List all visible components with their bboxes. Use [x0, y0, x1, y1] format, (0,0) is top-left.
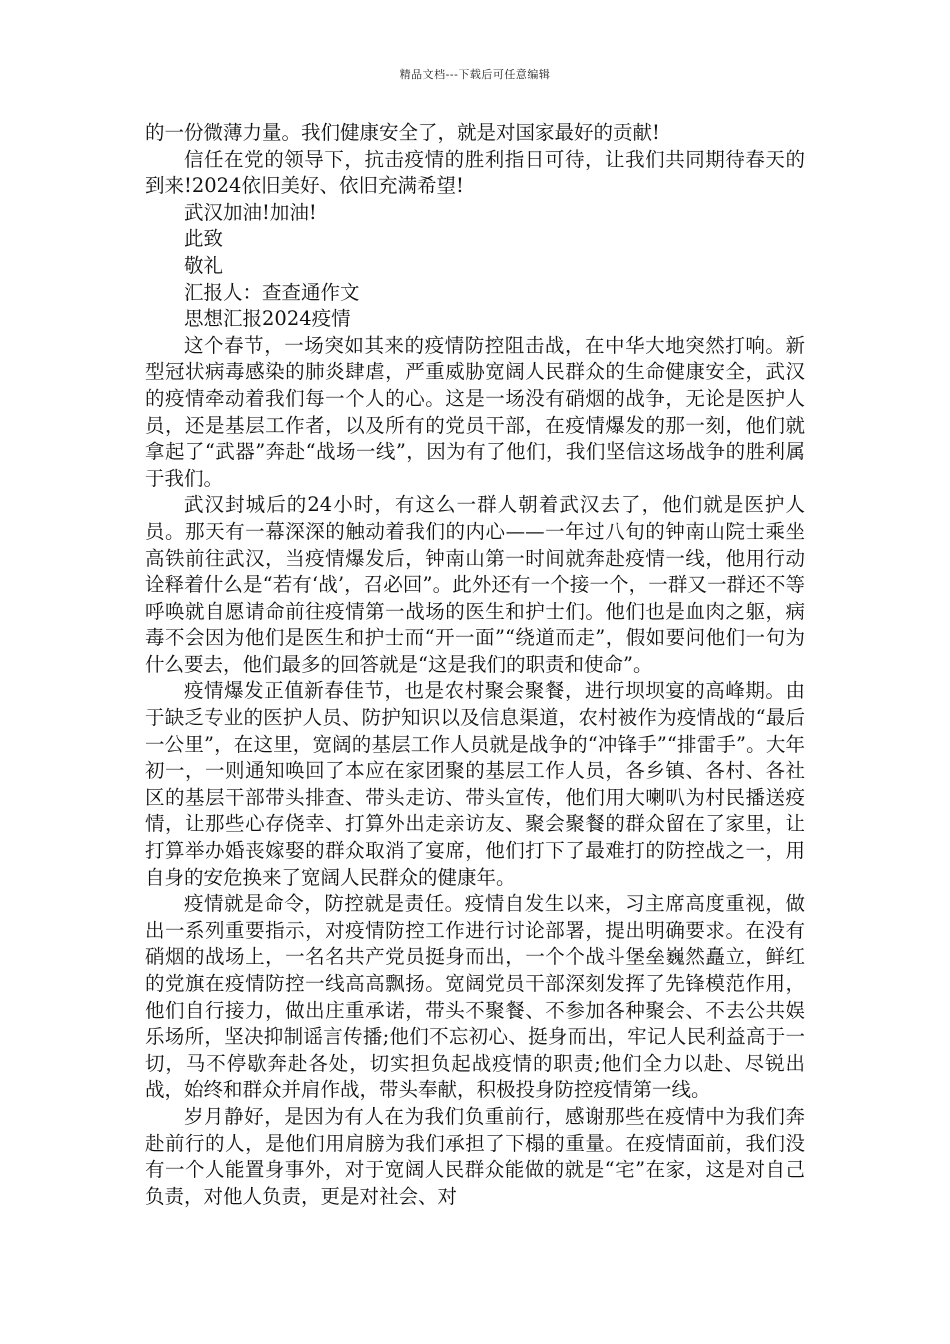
paragraph-party-members: 疫情就是命令，防控就是责任。疫情自发生以来，习主席高度重视，做出一系列重要指示，对疫情防控工作进行讨论部署，提出明确要求。在没有硝烟的战场上，一名名共产党员挺身而出，一个个战斗堡垒巍然矗立，鲜红的党旗在疫情防控一线高高飘扬。宽阔党员干部深刻发挥了先锋模范作用，他们自行接力，做出庄重承诺，带头不聚餐、不参加各种聚会、不去公共娱乐场所，坚决抑制谣言传播;他们不忘初心、挺身而出，牢记人民利益高于一切，马不停歇奔赴各处，切实担负起战疫情的职责;他们全力以赴、尽锐出战，始终和群众并肩作战，带头奉献，积极投身防控疫情第一线。	[145, 892, 805, 1102]
paragraph-medical-staff: 武汉封城后的24小时，有这么一群人朝着武汉去了，他们就是医护人员。那天有一幕深深的触动着我们的内心——一年过八旬的钟南山院士乘坐高铁前往武汉，当疫情爆发后，钟南山第一时间就奔赴疫情一线，他用行动诠释着什么是“若有‘战’，召必回”。此外还有一个接一个，一群又一群还不等呼唤就自愿请命前往疫情第一战场的医生和护士们。他们也是血肉之躯，病毒不会因为他们是医生和护士而“开一面”“绕道而走”，假如要问他们一句为什么要去，他们最多的回答就是“这是我们的职责和使命”。	[145, 493, 805, 676]
paragraph-confidence: 信任在党的领导下，抗击疫情的胜利指日可待，让我们共同期待春天的到来!2024依旧美好、依旧充满希望!	[145, 147, 805, 198]
paragraph-slogan: 武汉加油!加油!	[184, 200, 317, 224]
closing-salutation: 此致	[184, 227, 224, 251]
closing-regards: 敬礼	[184, 253, 224, 277]
paragraph-gratitude: 岁月静好，是因为有人在为我们负重前行，感谢那些在疫情中为我们奔赴前行的人，是他们用肩膀为我们承担了下榻的重量。在疫情面前，我们没有一个人能置身事外，对于宽阔人民群众能做的就是“宅”在家，这是对自己负责，对他人负责，更是对社会、对	[145, 1104, 805, 1208]
document-body	[145, 120, 805, 1210]
paragraph-grassroots: 疫情爆发正值新春佳节，也是农村聚会聚餐，进行坝坝宴的高峰期。由于缺乏专业的医护人员、防护知识以及信息渠道，农村被作为疫情战的“最后一公里”，在这里，宽阔的基层工作人员就是战争的“冲锋手”“排雷手”。大年初一，一则通知唤回了本应在家团聚的基层工作人员，各乡镇、各村、各社区的基层干部带头排查、带头走访、带头宣传，他们用大喇叭为村民播送疫情，让那些心存侥幸、打算外出走亲访友、聚会聚餐的群众留在了家里，让打算举办婚丧嫁娶的群众取消了宴席，他们打下了最难打的防控战之一，用自身的安危换来了宽阔人民群众的健康年。	[145, 679, 805, 889]
paragraph-continued: 的一份微薄力量。我们健康安全了，就是对国家最好的贡献!	[145, 121, 660, 144]
paragraph-intro: 这个春节，一场突如其来的疫情防控阻击战，在中华大地突然打响。新型冠状病毒感染的肺炎肆虐，严重威胁宽阔人民群众的生命健康安全，武汉的疫情牵动着我们每一个人的心。这是一场没有硝烟的战争，无论是医护人员，还是基层工作者，以及所有的党员干部，在疫情爆发的那一刻，他们就拿起了“武器”奔赴“战场一线”，因为有了他们，我们坚信这场战争的胜利属于我们。	[145, 333, 805, 490]
reporter-signature: 汇报人：查查通作文	[184, 280, 360, 304]
page-header-note: 精品文档---下载后可任意编辑	[399, 68, 551, 81]
section-title: 思想汇报2024疫情	[184, 307, 351, 331]
